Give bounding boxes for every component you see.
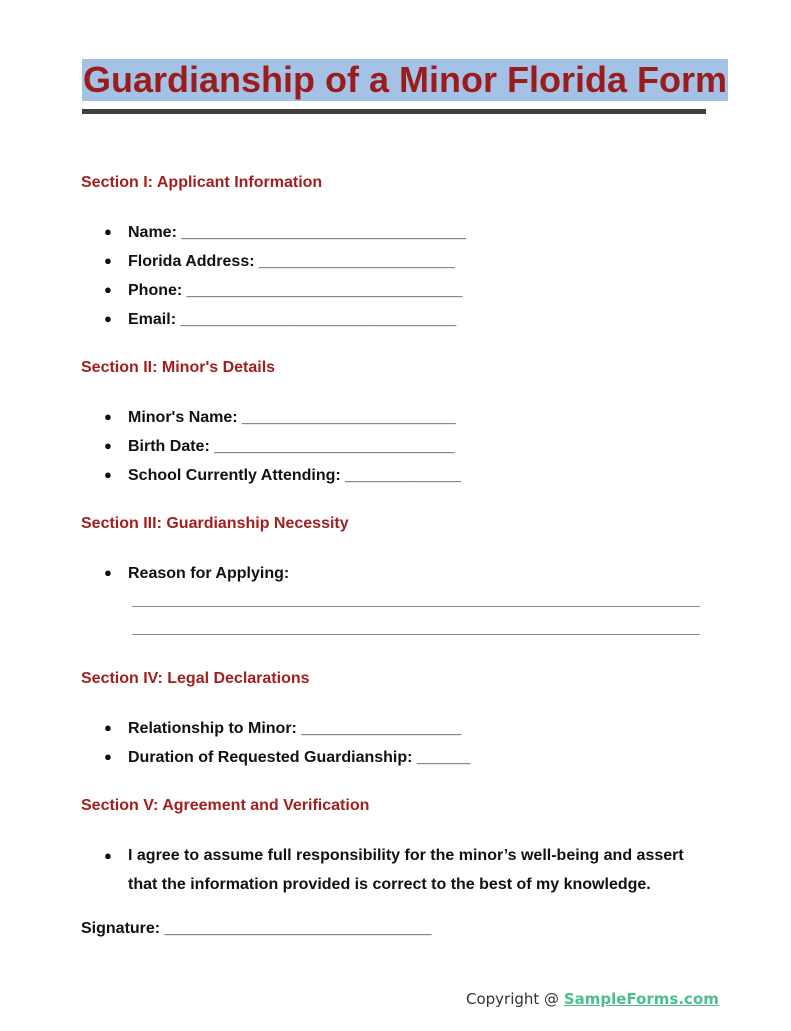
- bullet-icon: ●: [104, 253, 112, 268]
- bullet-icon: ●: [104, 467, 112, 482]
- field-minor-name[interactable]: ● Minor's Name: ________________________: [104, 409, 456, 426]
- field-reason-label: ● Reason for Applying:: [104, 565, 290, 582]
- title-divider: [82, 109, 706, 114]
- field-birth-date[interactable]: ● Birth Date: ___________________________: [104, 438, 455, 455]
- field-phone[interactable]: ● Phone: _______________________________: [104, 282, 463, 299]
- bullet-icon: ●: [104, 311, 112, 326]
- field-school[interactable]: ● School Currently Attending: _____________: [104, 467, 461, 484]
- bullet-icon: ●: [104, 282, 112, 297]
- field-florida-address[interactable]: ● Florida Address: ______________________: [104, 253, 455, 270]
- section-heading-legal: Section IV: Legal Declarations: [81, 670, 310, 687]
- bullet-icon: ●: [104, 720, 112, 735]
- section-heading-applicant: Section I: Applicant Information: [81, 174, 323, 191]
- bullet-icon: ●: [104, 848, 112, 863]
- section-heading-minor: Section II: Minor's Details: [81, 359, 276, 376]
- bullet-icon: ●: [104, 224, 112, 239]
- title-block: [82, 59, 728, 101]
- bullet-icon: ●: [104, 565, 112, 580]
- reason-line-1[interactable]: [132, 606, 700, 607]
- field-name[interactable]: ● Name: ________________________________: [104, 224, 467, 241]
- field-email[interactable]: ● Email: _______________________________: [104, 311, 457, 328]
- section-heading-necessity: Section III: Guardianship Necessity: [81, 515, 349, 532]
- bullet-icon: ●: [104, 409, 112, 424]
- field-duration[interactable]: ● Duration of Requested Guardianship: ______: [104, 749, 471, 766]
- sampleforms-link[interactable]: SampleForms.com: [563, 990, 719, 1008]
- page-title: Guardianship of a Minor Florida Form: [83, 59, 728, 100]
- bullet-icon: ●: [104, 749, 112, 764]
- reason-line-2[interactable]: [132, 634, 700, 635]
- field-relationship[interactable]: ● Relationship to Minor: __________________: [104, 720, 462, 737]
- signature-field[interactable]: Signature: ______________________________: [81, 920, 432, 937]
- bullet-icon: ●: [104, 438, 112, 453]
- footer-copyright: Copyright @ SampleForms.com: [466, 990, 719, 1008]
- agreement-statement: ● I agree to assume full responsibility for the minor’s well-being and assert that the information provided is correct to the best of my knowledge.: [104, 841, 708, 899]
- section-heading-agreement: Section V: Agreement and Verification: [81, 797, 370, 814]
